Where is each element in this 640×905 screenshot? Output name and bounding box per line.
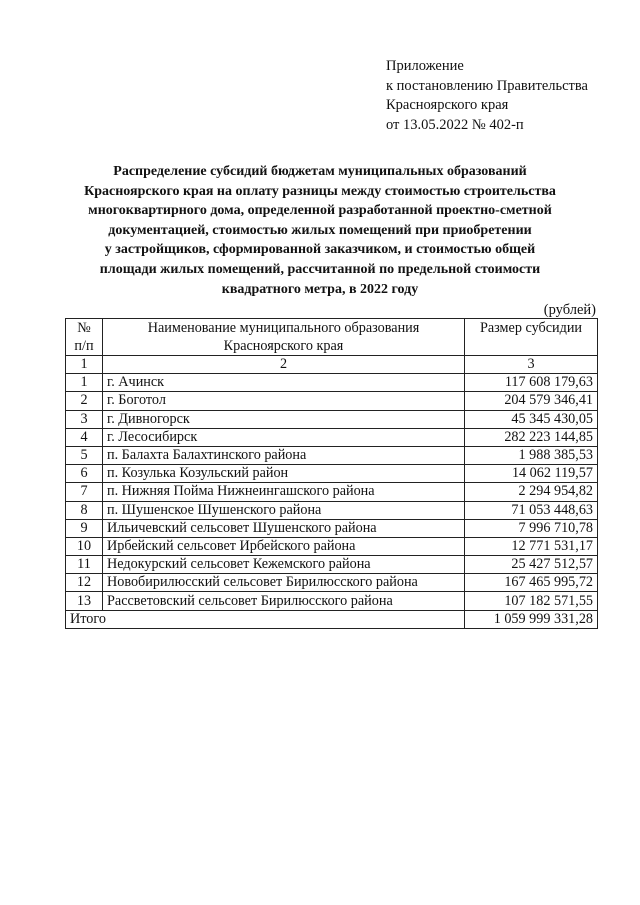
column-index-cell: 2 [103, 356, 465, 374]
header-amount: Размер субсидии [465, 319, 598, 356]
header-name-line1: Наименование муниципального образования [147, 320, 420, 336]
row-name-cell: г. Лесосибирск [103, 428, 465, 446]
table-header-row [66, 319, 598, 356]
row-name-cell: п. Балахта Балахтинского района [103, 446, 465, 464]
row-num-cell: 4 [66, 428, 103, 446]
row-name-cell: г. Ачинск [103, 374, 465, 392]
row-amount-cell: 45 345 430,05 [465, 410, 598, 428]
table-row [66, 592, 598, 610]
table-row [66, 501, 598, 519]
table-row [66, 410, 598, 428]
title-line: квадратного метра, в 2022 году [221, 281, 419, 297]
appendix-line: к постановлению Правительства [386, 77, 588, 94]
row-amount-cell: 167 465 995,72 [465, 574, 598, 592]
row-num-cell: 2 [66, 392, 103, 410]
total-label: Итого [66, 610, 465, 628]
row-amount-cell: 107 182 571,55 [465, 592, 598, 610]
title-line: у застройщиков, сформированной заказчиком, и стоимостью общей [104, 242, 536, 258]
units-label: (рублей) [543, 302, 596, 318]
row-name-cell: Ирбейский сельсовет Ирбейского района [103, 537, 465, 555]
row-amount-cell: 7 996 710,78 [465, 519, 598, 537]
column-index-cell: 1 [66, 356, 103, 374]
row-name-cell: п. Шушенское Шушенского района [103, 501, 465, 519]
table-row [66, 483, 598, 501]
row-num-cell: 9 [66, 519, 103, 537]
row-amount-cell: 117 608 179,63 [465, 374, 598, 392]
row-name-cell: Новобирилюсский сельсовет Бирилюсского района [103, 574, 465, 592]
row-name-cell: г. Дивногорск [103, 410, 465, 428]
table-row [66, 392, 598, 410]
row-amount-cell: 1 988 385,53 [465, 446, 598, 464]
row-amount-cell: 204 579 346,41 [465, 392, 598, 410]
row-num-cell: 5 [66, 446, 103, 464]
row-num-cell: 11 [66, 556, 103, 574]
row-num-cell: 10 [66, 537, 103, 555]
row-name-cell: Рассветовский сельсовет Бирилюсского района [103, 592, 465, 610]
row-num-cell: 1 [66, 374, 103, 392]
table-row [66, 465, 598, 483]
title-line: Распределение субсидий бюджетам муниципальных образований [113, 164, 527, 179]
row-num-cell: 7 [66, 483, 103, 501]
title-line: многоквартирного дома, определенной разработанной проектно-сметной [88, 203, 552, 219]
total-amount: 1 059 999 331,28 [465, 610, 598, 628]
header-name-line2: Красноярского края [223, 338, 344, 354]
table-row [66, 519, 598, 537]
appendix-block [386, 57, 588, 135]
table-row [66, 374, 598, 392]
subsidy-table [65, 318, 598, 629]
table-row [66, 556, 598, 574]
table-row [66, 428, 598, 446]
title-line: площади жилых помещений, рассчитанной по предельной стоимости [99, 261, 541, 277]
appendix-line: Красноярского края [386, 97, 509, 113]
title-line: Красноярского края на оплату разницы между стоимостью строительства [84, 183, 556, 199]
table-total-row [66, 610, 598, 628]
appendix-line: Приложение [386, 58, 464, 74]
row-amount-cell: 12 771 531,17 [465, 537, 598, 555]
row-amount-cell: 71 053 448,63 [465, 501, 598, 519]
row-num-cell: 6 [66, 465, 103, 483]
row-name-cell: п. Нижняя Пойма Нижнеингашского района [103, 483, 465, 501]
column-index-row [66, 356, 598, 374]
row-amount-cell: 282 223 144,85 [465, 428, 598, 446]
header-name [103, 319, 465, 356]
table-row [66, 537, 598, 555]
row-num-cell: 8 [66, 501, 103, 519]
row-amount-cell: 2 294 954,82 [465, 483, 598, 501]
table-row [66, 446, 598, 464]
row-name-cell: п. Козулька Козульский район [103, 465, 465, 483]
document-title [40, 162, 600, 299]
header-num-line2: п/п [74, 338, 94, 354]
row-num-cell: 12 [66, 574, 103, 592]
row-amount-cell: 25 427 512,57 [465, 556, 598, 574]
row-amount-cell: 14 062 119,57 [465, 465, 598, 483]
appendix-line: от 13.05.2022 № 402-п [386, 116, 524, 133]
header-num [66, 319, 103, 356]
row-num-cell: 3 [66, 410, 103, 428]
row-name-cell: Недокурский сельсовет Кежемского района [103, 556, 465, 574]
column-index-cell: 3 [465, 356, 598, 374]
row-num-cell: 13 [66, 592, 103, 610]
title-line: документацией, стоимостью жилых помещений при приобретении [108, 222, 532, 238]
row-name-cell: Ильичевский сельсовет Шушенского района [103, 519, 465, 537]
table-row [66, 574, 598, 592]
header-num-line1: № [77, 320, 91, 336]
row-name-cell: г. Боготол [103, 392, 465, 410]
